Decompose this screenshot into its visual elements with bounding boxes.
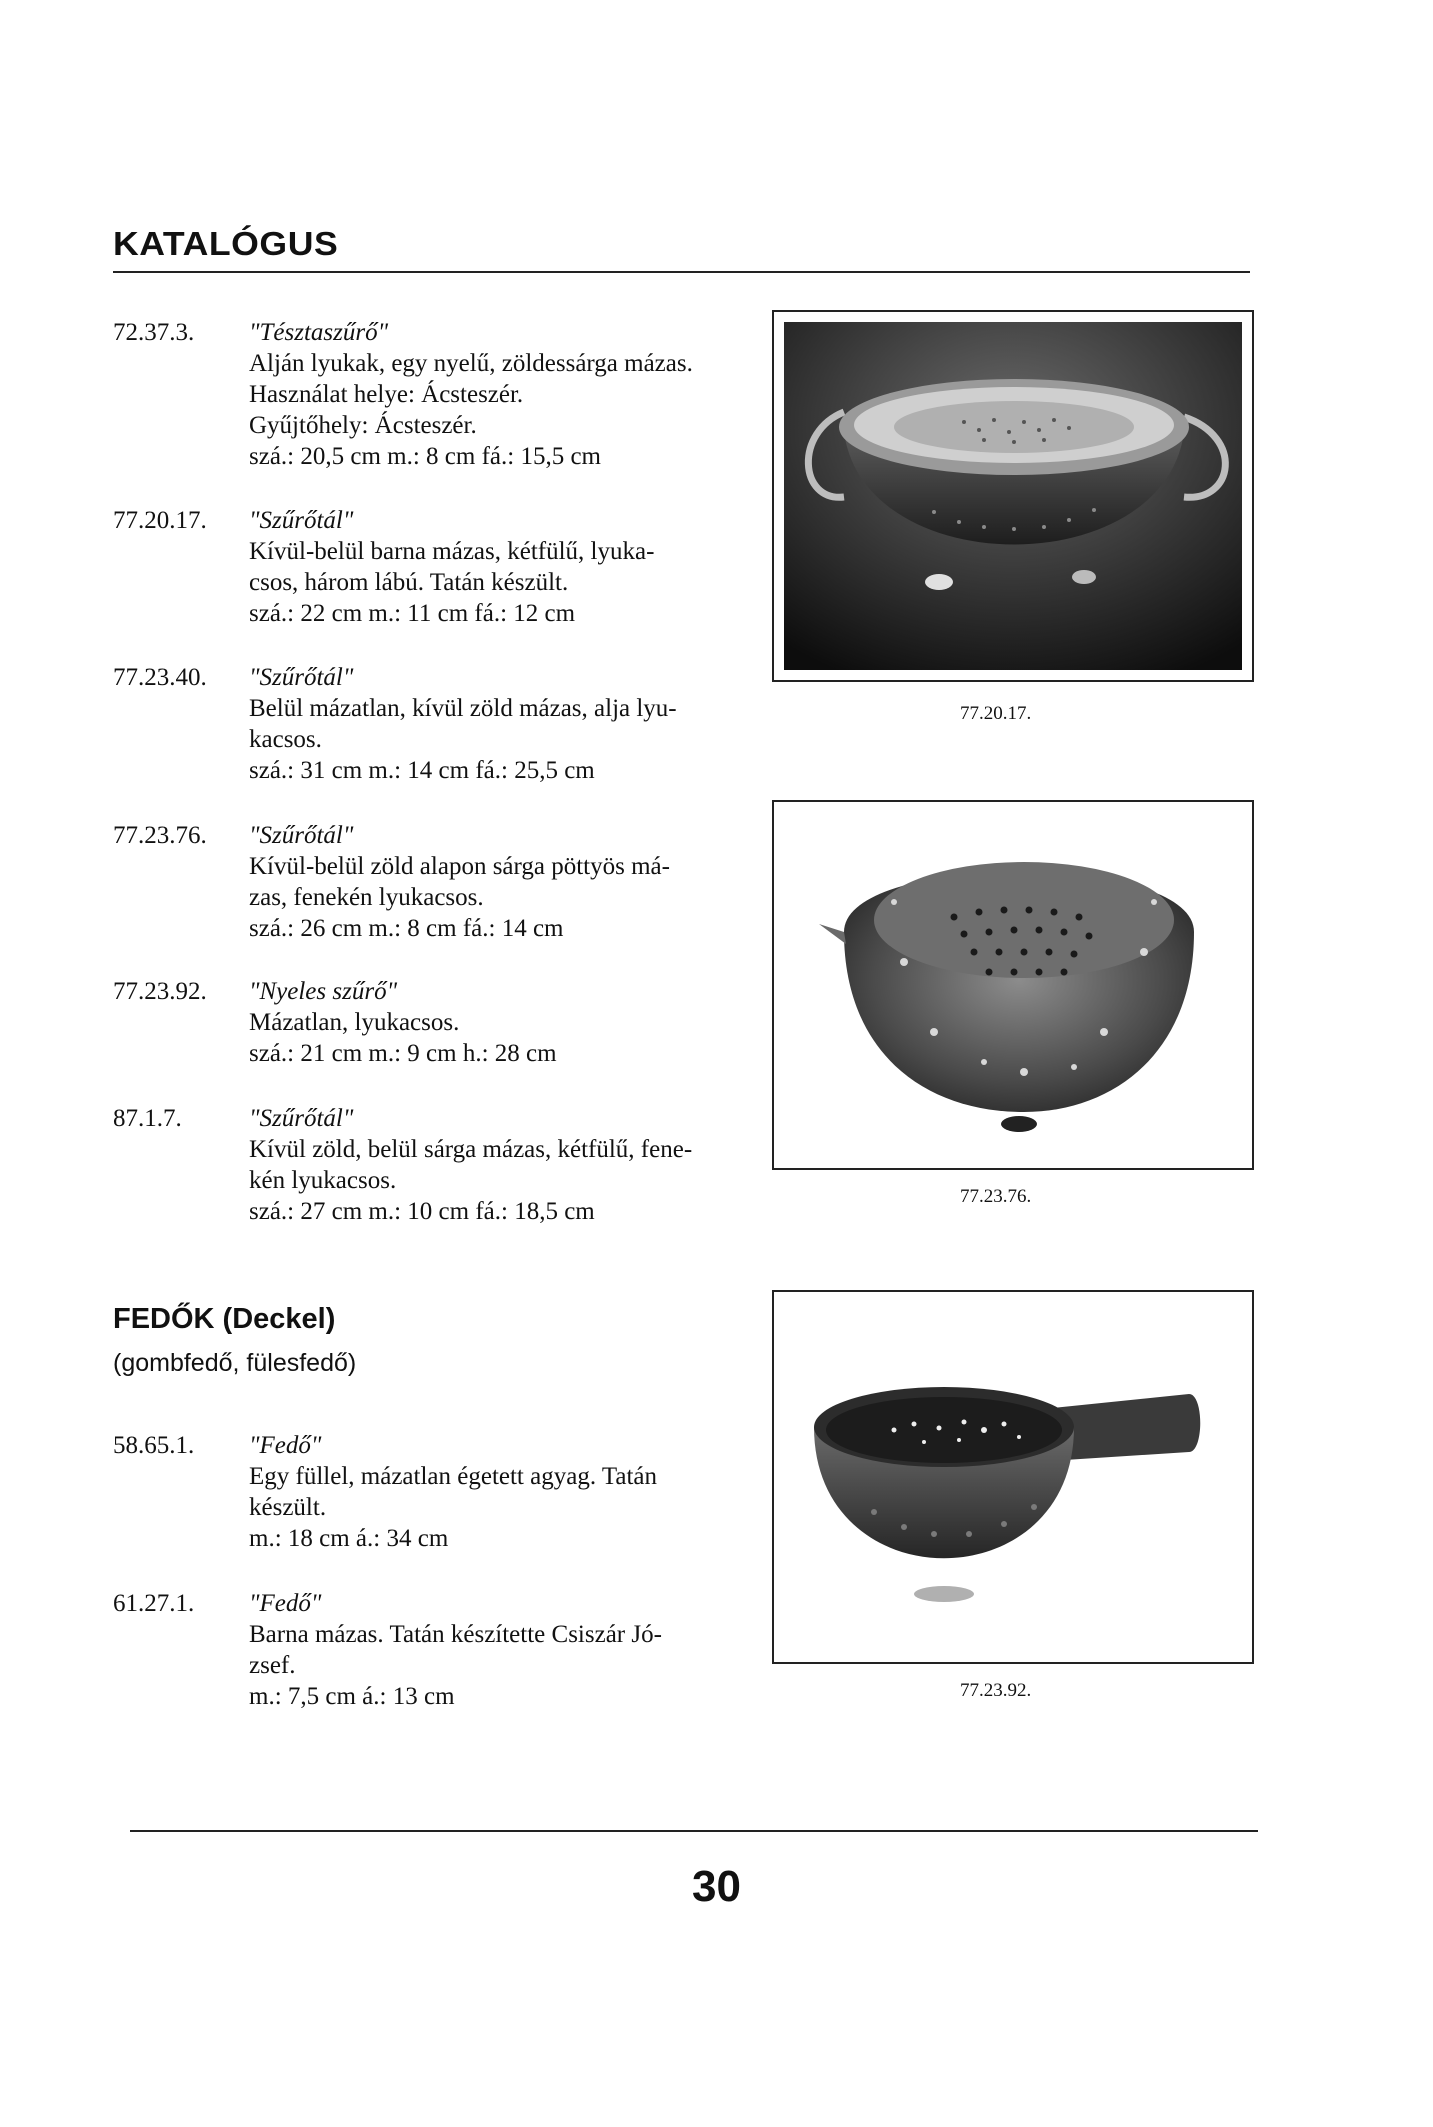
entry-title: "Fedő"	[249, 1432, 322, 1459]
entry-number: 61.27.1.	[113, 1590, 195, 1617]
entry-number: 87.1.7.	[113, 1105, 182, 1132]
entry-line: Alján lyukak, egy nyelű, zöldessárga mázas.	[249, 350, 693, 377]
entry-line: Gyűjtőhely: Ácsteszér.	[249, 412, 477, 439]
entry-line: Kívül-belül barna mázas, kétfülű, lyuka-	[249, 538, 655, 565]
entry-line: szá.: 31 cm m.: 14 cm fá.: 25,5 cm	[249, 757, 595, 784]
entry-number: 77.20.17.	[113, 507, 207, 534]
entry-title: "Szűrőtál"	[249, 822, 354, 849]
entry-line: Mázatlan, lyukacsos.	[249, 1009, 460, 1036]
catalog-entry	[113, 662, 753, 786]
entry-line: szá.: 20,5 cm m.: 8 cm fá.: 15,5 cm	[249, 443, 602, 470]
entry-number: 77.23.92.	[113, 978, 207, 1005]
entry-line: Használat helye: Ácsteszér.	[249, 381, 524, 408]
entry-line: Belül mázatlan, kívül zöld mázas, alja lyu-	[249, 695, 677, 722]
catalog-entry	[113, 1103, 753, 1227]
footer-divider	[130, 1830, 1258, 1832]
photo-caption: 77.23.76.	[960, 1186, 1032, 1207]
entry-line: szá.: 26 cm m.: 8 cm fá.: 14 cm	[249, 915, 564, 942]
spotted-bowl-photo	[784, 812, 1242, 1158]
entry-title: "Fedő"	[249, 1590, 322, 1617]
catalog-entry	[113, 317, 753, 472]
entry-number: 77.23.76.	[113, 822, 207, 849]
catalog-entry	[113, 1588, 753, 1712]
entry-line: Barna mázas. Tatán készítette Csiszár Jó-	[249, 1621, 662, 1648]
entry-line: szá.: 21 cm m.: 9 cm h.: 28 cm	[249, 1040, 557, 1067]
strainer-bowl-photo	[784, 322, 1242, 670]
entry-line: m.: 7,5 cm á.: 13 cm	[249, 1683, 455, 1710]
photo-frame	[772, 1290, 1254, 1664]
photo-caption: 77.23.92.	[960, 1680, 1032, 1701]
entry-line: Egy füllel, mázatlan égetett agyag. Tatán	[249, 1463, 658, 1490]
entry-line: zsef.	[249, 1652, 296, 1679]
entry-line: Kívül-belül zöld alapon sárga pöttyös má-	[249, 853, 670, 880]
page-number: 30	[692, 1862, 741, 1911]
entry-line: kén lyukacsos.	[249, 1167, 397, 1194]
entry-title: "Nyeles szűrő"	[249, 978, 398, 1005]
photo-frame	[772, 310, 1254, 682]
entry-line: zas, fenekén lyukacsos.	[249, 884, 484, 911]
entry-title: "Tésztaszűrő"	[249, 319, 389, 346]
entry-line: készült.	[249, 1494, 327, 1521]
catalog-entry	[113, 976, 753, 1069]
catalog-entry	[113, 505, 753, 629]
entry-title: "Szűrőtál"	[249, 1105, 354, 1132]
header-divider	[113, 271, 1250, 273]
section-title: FEDŐK (Deckel)	[113, 1303, 336, 1335]
entry-number: 77.23.40.	[113, 664, 207, 691]
entry-line: szá.: 22 cm m.: 11 cm fá.: 12 cm	[249, 600, 576, 627]
entry-line: kacsos.	[249, 726, 322, 753]
photo-frame	[772, 800, 1254, 1170]
entry-line: Kívül zöld, belül sárga mázas, kétfülű, fene-	[249, 1136, 693, 1163]
catalog-entry	[113, 820, 753, 944]
entry-title: "Szűrőtál"	[249, 507, 354, 534]
entry-number: 58.65.1.	[113, 1432, 195, 1459]
entry-number: 72.37.3.	[113, 319, 195, 346]
entry-title: "Szűrőtál"	[249, 664, 354, 691]
section-subtitle: (gombfedő, fülesfedő)	[113, 1349, 357, 1377]
handled-strainer-photo	[784, 1302, 1242, 1652]
page-header-title: KATALÓGUS	[113, 225, 339, 262]
entry-line: szá.: 27 cm m.: 10 cm fá.: 18,5 cm	[249, 1198, 595, 1225]
entry-line: m.: 18 cm á.: 34 cm	[249, 1525, 449, 1552]
photo-caption: 77.20.17.	[960, 703, 1032, 724]
entry-line: csos, három lábú. Tatán készült.	[249, 569, 569, 596]
catalog-entry	[113, 1430, 753, 1554]
